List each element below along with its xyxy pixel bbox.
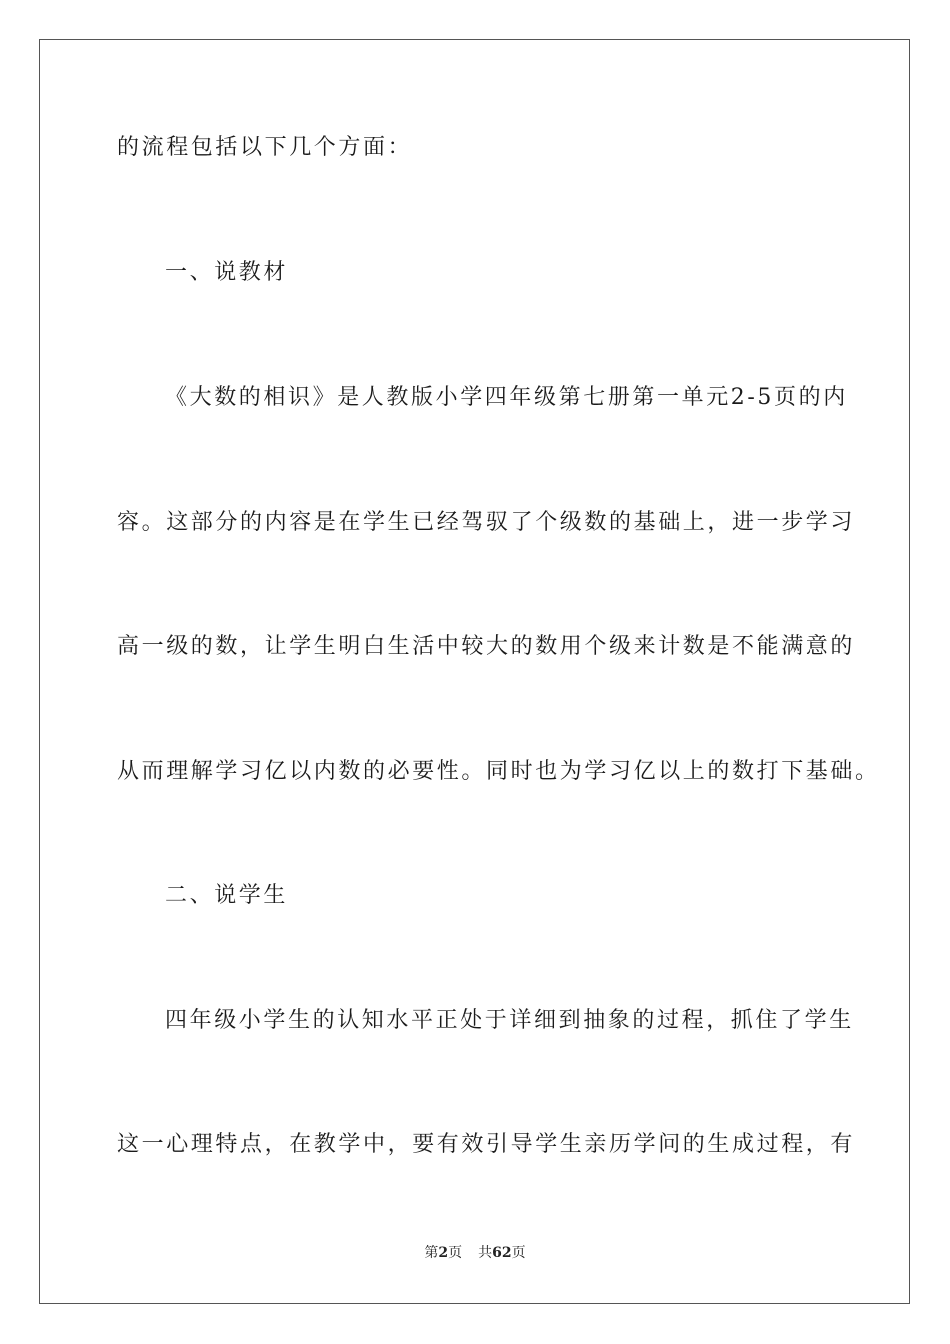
footer-total-prefix: 共 — [478, 1245, 493, 1261]
body-text-line: 这一心理特点，在教学中，要有效引导学生亲历学问的生成过程，有 — [117, 1132, 856, 1157]
section-heading-students: 二、说学生 — [165, 883, 289, 908]
body-text-line: 高一级的数，让学生明白生活中较大的数用个级来计数是不能满意的 — [117, 634, 856, 659]
body-text-line: 四年级小学生的认知水平正处于详细到抽象的过程，抓住了学生 — [165, 1008, 854, 1033]
page-border — [39, 39, 910, 1304]
body-text-line: 《大数的相识》是人教版小学四年级第七册第一单元2-5页的内 — [165, 385, 848, 410]
footer-page-prefix: 第 — [424, 1245, 439, 1261]
footer-page-number: 2 — [438, 1245, 449, 1261]
body-text-line: 容。这部分的内容是在学生已经驾驭了个级数的基础上，进一步学习 — [117, 510, 856, 535]
body-text-line: 的流程包括以下几个方面： — [117, 135, 413, 160]
body-text-line: 从而理解学习亿以内数的必要性。同时也为学习亿以上的数打下基础。 — [117, 759, 880, 784]
section-heading-textbook: 一、说教材 — [165, 260, 289, 285]
page-footer — [0, 1244, 950, 1262]
footer-total-pages: 62 — [492, 1245, 512, 1261]
footer-page-suffix: 页 — [448, 1245, 463, 1261]
footer-total-suffix: 页 — [511, 1245, 526, 1261]
